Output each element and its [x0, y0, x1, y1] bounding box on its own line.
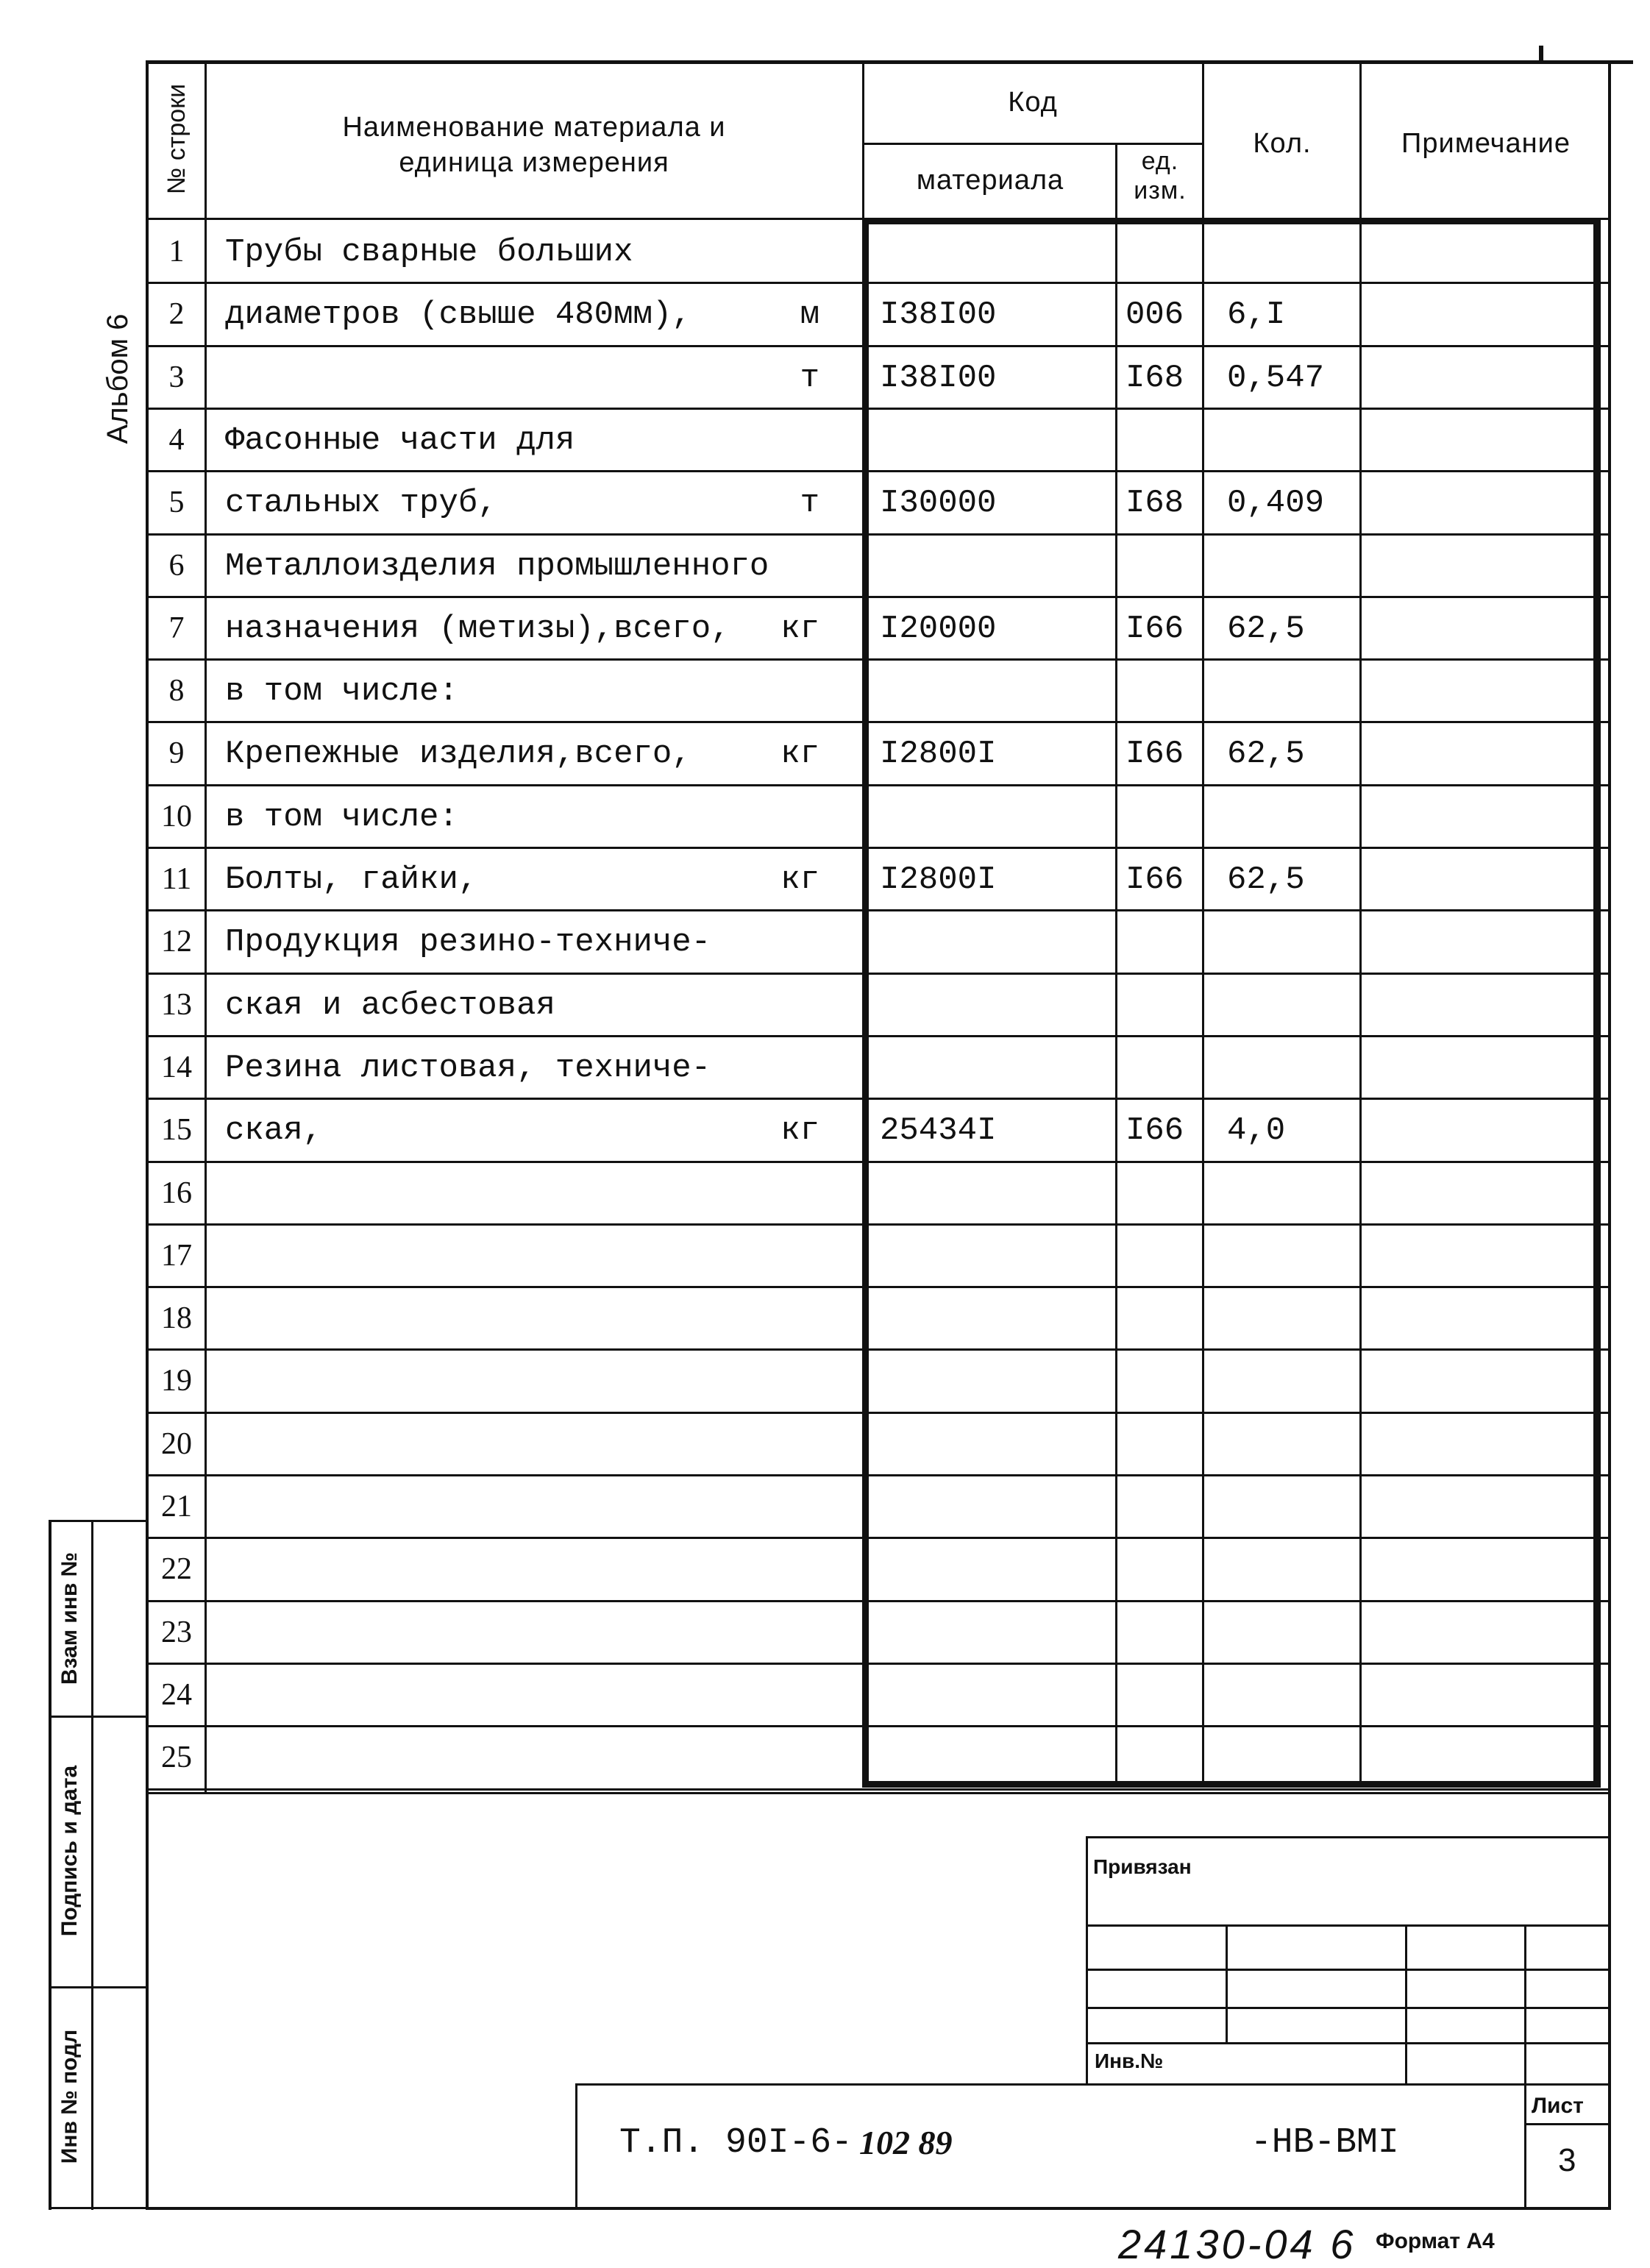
- unit-code: I66: [1126, 1112, 1184, 1149]
- header-material: материала: [916, 165, 1064, 196]
- row-number: 20: [161, 1427, 192, 1461]
- header-code: Код: [1008, 87, 1058, 118]
- material-unit: кг: [780, 861, 819, 898]
- row-divider: [146, 721, 1611, 723]
- row-number: 12: [161, 925, 192, 959]
- row-divider: [146, 470, 1611, 472]
- body-qty-col-line: [1359, 218, 1362, 1788]
- material-unit: кг: [780, 736, 819, 772]
- quantity: 4,0: [1227, 1112, 1286, 1149]
- row-number: 19: [161, 1364, 192, 1398]
- material-name: в том числе:: [225, 799, 458, 836]
- material-code: 25434I: [880, 1112, 997, 1149]
- material-unit: т: [800, 360, 819, 397]
- row-number: 5: [168, 486, 185, 519]
- unit-code: I68: [1126, 485, 1184, 522]
- quantity: 0,409: [1227, 485, 1325, 522]
- format-label: Формат А4: [1376, 2229, 1495, 2253]
- sheet-sep-line: [1524, 2123, 1611, 2125]
- body-material-col-line: [1115, 218, 1117, 1788]
- header-name-line2: единица измерения: [399, 147, 669, 178]
- material-name: Продукция резино-техниче-: [225, 924, 711, 961]
- quantity: 0,547: [1227, 360, 1325, 397]
- material-name: ская и асбестовая: [225, 987, 555, 1024]
- stamp-col-line2: [1405, 1924, 1407, 2085]
- quantity: 62,5: [1227, 736, 1305, 772]
- row-number: 15: [161, 1113, 192, 1147]
- row-number: 2: [168, 297, 185, 331]
- row-divider: [146, 1725, 1611, 1727]
- material-code: I20000: [880, 611, 997, 647]
- row-divider: [146, 1412, 1611, 1414]
- header-row-no: № строки: [163, 83, 191, 195]
- header-note: Примечание: [1401, 128, 1571, 159]
- material-code: I2800I: [880, 736, 997, 772]
- row-number: 23: [161, 1615, 192, 1649]
- row-divider: [146, 909, 1611, 911]
- material-unit: т: [800, 485, 819, 522]
- row-number: 8: [168, 674, 185, 708]
- material-name: ская,: [225, 1112, 323, 1149]
- stamp-col-line1: [1226, 1924, 1228, 2042]
- material-unit: кг: [780, 1112, 819, 1149]
- row-number: 13: [161, 988, 192, 1022]
- row-divider: [146, 1474, 1611, 1476]
- left-stamp-bottom-line: [49, 2207, 147, 2209]
- unit-code: I66: [1126, 736, 1184, 772]
- privyazan-top-line: [1086, 1836, 1611, 1838]
- doc-suffix: -НВ-ВМI: [1251, 2123, 1399, 2163]
- row-divider: [146, 973, 1611, 975]
- material-code: I30000: [880, 485, 997, 522]
- material-name: Фасонные части для: [225, 422, 575, 459]
- row-divider: [146, 533, 1611, 536]
- material-name: стальных труб,: [225, 485, 497, 522]
- material-name: диаметров (свыше 480мм),: [225, 296, 691, 333]
- material-name: назначения (метизы),всего,: [225, 611, 730, 647]
- row-divider: [146, 1788, 1611, 1791]
- row-number: 25: [161, 1741, 192, 1774]
- inv-podl-label: Инв № подл: [57, 2029, 82, 2164]
- unit-code: I66: [1126, 861, 1184, 898]
- row-divider: [146, 1035, 1611, 1037]
- material-unit: м: [800, 296, 819, 333]
- material-code: I38I00: [880, 296, 997, 333]
- stamp-row-line3: [1086, 2007, 1611, 2009]
- row-number: 9: [168, 736, 185, 770]
- unit-code: I68: [1126, 360, 1184, 397]
- corner-mark: [1539, 46, 1543, 60]
- row-number: 10: [161, 800, 192, 833]
- rowno-col-line: [205, 60, 207, 1792]
- vzam-inv-label: Взам инв №: [57, 1551, 82, 1685]
- header-name-line1: Наименование материала и: [342, 112, 726, 143]
- row-divider: [146, 1161, 1611, 1163]
- material-code: I2800I: [880, 861, 997, 898]
- row-divider: [146, 345, 1611, 347]
- row-divider: [146, 1537, 1611, 1539]
- row-number: 21: [161, 1490, 192, 1524]
- archive-number: 24130-04 6: [1118, 2221, 1356, 2267]
- row-divider: [146, 1098, 1611, 1100]
- unit-code: 006: [1126, 296, 1184, 333]
- quantity: 62,5: [1227, 611, 1305, 647]
- doc-number: 102 89: [859, 2124, 953, 2161]
- row-divider: [146, 784, 1611, 786]
- row-divider: [146, 596, 1611, 598]
- row-number: 3: [168, 360, 185, 394]
- unit-code: I66: [1126, 611, 1184, 647]
- top-border-line: [146, 60, 1633, 64]
- code-split-line: [862, 143, 1202, 145]
- row-divider: [146, 1600, 1611, 1602]
- header-unit-line2: изм.: [1134, 177, 1187, 205]
- row-number: 24: [161, 1678, 192, 1712]
- stamp-row-line2: [1086, 1969, 1611, 1971]
- material-name: в том числе:: [225, 673, 458, 710]
- material-code: I38I00: [880, 360, 997, 397]
- row-number: 14: [161, 1051, 192, 1084]
- doc-prefix: Т.П. 90I-6-: [619, 2123, 853, 2163]
- podpis-data-label: Подпись и дата: [57, 1765, 82, 1937]
- material-name: Болты, гайки,: [225, 861, 478, 898]
- material-name: Трубы сварные больших: [225, 234, 633, 271]
- privyazan-left-line: [1086, 1836, 1088, 2085]
- unit-col-line: [1202, 60, 1204, 218]
- row-divider: [146, 1663, 1611, 1665]
- quantity: 62,5: [1227, 861, 1305, 898]
- row-divider: [146, 408, 1611, 410]
- row-number: 4: [168, 423, 185, 457]
- left-stamp-inner-line: [91, 1520, 93, 2210]
- header-unit-line1: ед.: [1141, 147, 1179, 175]
- row-number: 6: [168, 549, 185, 583]
- sheet-label: Лист: [1532, 2094, 1584, 2118]
- stamp-row-line1: [1086, 1924, 1611, 1927]
- inv-no-label: Инв.№: [1095, 2050, 1164, 2072]
- row-divider: [146, 1286, 1611, 1288]
- left-stamp-sep1: [49, 1716, 147, 1718]
- row-number: 22: [161, 1552, 192, 1586]
- stamp-col-line3: [1524, 1924, 1526, 2210]
- row-divider: [146, 1223, 1611, 1226]
- name-col-line: [862, 60, 864, 218]
- material-col-line: [1115, 143, 1117, 218]
- row-number: 18: [161, 1301, 192, 1335]
- row-divider: [146, 1348, 1611, 1351]
- row-number: 17: [161, 1239, 192, 1273]
- qty-col-line: [1359, 60, 1362, 218]
- row-divider: [146, 658, 1611, 661]
- title-left-line: [575, 2083, 577, 2210]
- table-bottom-line: [146, 1792, 1611, 1794]
- privyazan-label: Привязан: [1093, 1855, 1192, 1878]
- row-number: 1: [168, 235, 185, 269]
- left-stamp-outer-line: [49, 1520, 51, 2210]
- row-number: 11: [161, 862, 192, 896]
- material-name: Металлоизделия промышленного: [225, 548, 769, 585]
- material-name: Крепежные изделия,всего,: [225, 736, 691, 772]
- row-number: 16: [161, 1176, 192, 1210]
- title-top-line: [575, 2083, 1611, 2086]
- code-qty-bold-box: [862, 218, 1601, 1788]
- material-unit: кг: [780, 611, 819, 647]
- quantity: 6,I: [1227, 296, 1286, 333]
- sheet-number: 3: [1558, 2142, 1576, 2178]
- stamp-row-line4: [1086, 2042, 1611, 2044]
- row-number: 7: [168, 611, 185, 645]
- row-divider: [146, 847, 1611, 849]
- material-name: Резина листовая, техниче-: [225, 1050, 711, 1087]
- header-qty: Кол.: [1253, 128, 1312, 159]
- left-stamp-sep2: [49, 1986, 147, 1988]
- row-divider: [146, 282, 1611, 284]
- body-unit-col-line: [1202, 218, 1204, 1788]
- album-label: Альбом 6: [102, 313, 134, 444]
- left-stamp-top-line: [49, 1520, 147, 1522]
